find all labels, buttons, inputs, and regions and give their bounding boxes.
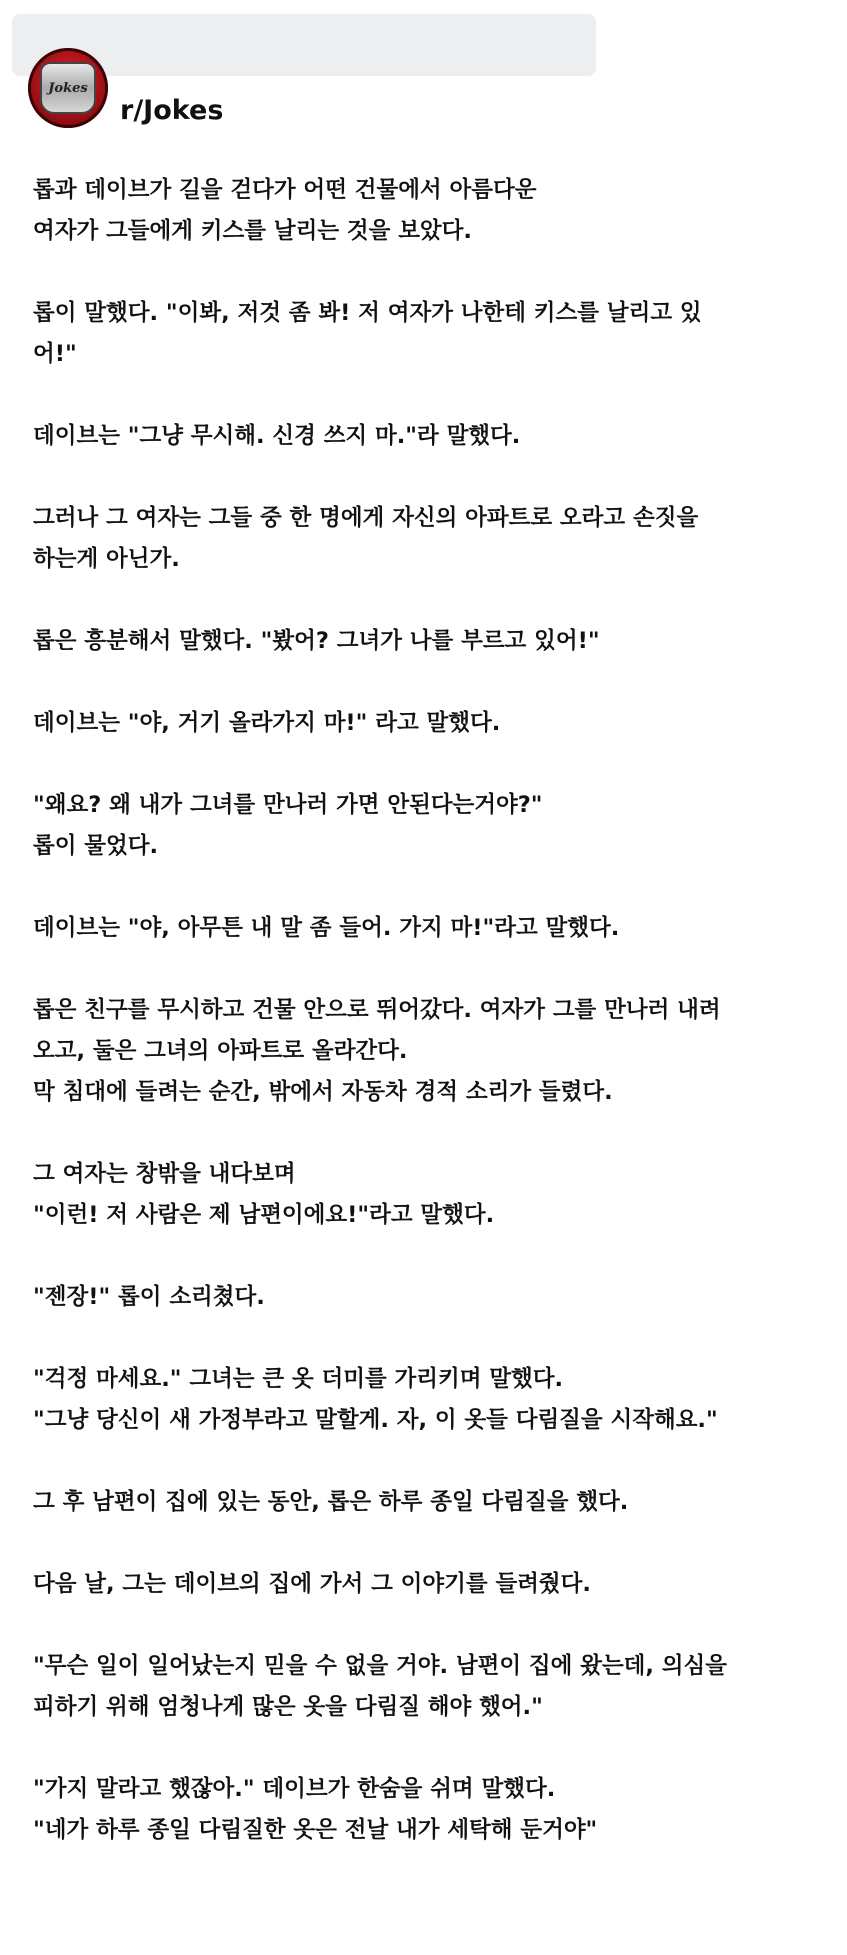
post-paragraph — [33, 785, 823, 867]
post-paragraph — [33, 293, 823, 375]
post-text-line: 그 후 남편이 집에 있는 동안, 롭은 하루 종일 다림질을 했다. — [33, 1489, 629, 1515]
post-text-line: "그냥 당신이 새 가정부라고 말할게. 자, 이 옷들 다림질을 시작해요." — [33, 1407, 718, 1433]
post-text-line: 오고, 둘은 그녀의 아파트로 올라간다. — [33, 1038, 408, 1064]
post-text-line: 롭이 물었다. — [33, 833, 159, 859]
post-text-line: "네가 하루 종일 다림질한 옷은 전날 내가 세탁해 둔거야" — [33, 1817, 598, 1843]
post-paragraph — [33, 1769, 823, 1851]
post-text-line: 롭과 데이브가 길을 걷다가 어떤 건물에서 아름다운 — [33, 177, 537, 203]
post-text-line: 그러나 그 여자는 그들 중 한 명에게 자신의 아파트로 오라고 손짓을 — [33, 505, 699, 531]
post-body — [33, 170, 823, 1892]
post-paragraph — [33, 170, 823, 252]
avatar-logo-text: Jokes — [48, 80, 88, 96]
post-text-line: "왜요? 왜 내가 그녀를 만나러 가면 안된다는거야?" — [33, 792, 543, 818]
post-text-line: 롭은 흥분해서 말했다. "봤어? 그녀가 나를 부르고 있어!" — [33, 628, 600, 654]
post-text-line: 데이브는 "야, 거기 올라가지 마!" 라고 말했다. — [33, 710, 501, 736]
post-paragraph — [33, 1646, 823, 1728]
post-text-line: 데이브는 "그냥 무시해. 신경 쓰지 마."라 말했다. — [33, 423, 521, 449]
post-text-line: 여자가 그들에게 키스를 날리는 것을 보았다. — [33, 218, 472, 244]
post-paragraph — [33, 1154, 823, 1236]
post-paragraph — [33, 1482, 823, 1523]
post-paragraph — [33, 621, 823, 662]
post-text-line: 그 여자는 창밖을 내다보며 — [33, 1161, 296, 1187]
post-text-line: 피하기 위해 엄청나게 많은 옷을 다림질 해야 했어." — [33, 1694, 543, 1720]
post-paragraph — [33, 1564, 823, 1605]
post-paragraph — [33, 416, 823, 457]
post-paragraph — [33, 1277, 823, 1318]
post-paragraph — [33, 498, 823, 580]
post-text-line: 막 침대에 들려는 순간, 밖에서 자동차 경적 소리가 들렸다. — [33, 1079, 613, 1105]
post-paragraph — [33, 703, 823, 744]
post-text-line: "이런! 저 사람은 제 남편이에요!"라고 말했다. — [33, 1202, 495, 1228]
subreddit-avatar[interactable] — [28, 48, 108, 128]
post-text-line: "가지 말라고 했잖아." 데이브가 한숨을 쉬며 말했다. — [33, 1776, 556, 1802]
post-text-line: "걱정 마세요." 그녀는 큰 옷 더미를 가리키며 말했다. — [33, 1366, 564, 1392]
post-text-line: "젠장!" 롭이 소리쳤다. — [33, 1284, 265, 1310]
post-paragraph — [33, 1359, 823, 1441]
post-header — [28, 44, 223, 128]
post-text-line: 어!" — [33, 341, 77, 367]
post-text-line: 롭은 친구를 무시하고 건물 안으로 뛰어갔다. 여자가 그를 만나러 내려 — [33, 997, 721, 1023]
post-text-line: 데이브는 "야, 아무튼 내 말 좀 들어. 가지 마!"라고 말했다. — [33, 915, 620, 941]
post-paragraph — [33, 990, 823, 1113]
post-text-line: 하는게 아닌가. — [33, 546, 180, 572]
post-text-line: 롭이 말했다. "이봐, 저것 좀 봐! 저 여자가 나한테 키스를 날리고 있 — [33, 300, 702, 326]
post-text-line: 다음 날, 그는 데이브의 집에 가서 그 이야기를 들려줬다. — [33, 1571, 591, 1597]
microphone-logo-icon — [40, 62, 96, 114]
post-text-line: "무슨 일이 일어났는지 믿을 수 없을 거야. 남편이 집에 왔는데, 의심을 — [33, 1653, 727, 1679]
post-paragraph — [33, 908, 823, 949]
subreddit-name[interactable]: r/Jokes — [120, 95, 224, 126]
